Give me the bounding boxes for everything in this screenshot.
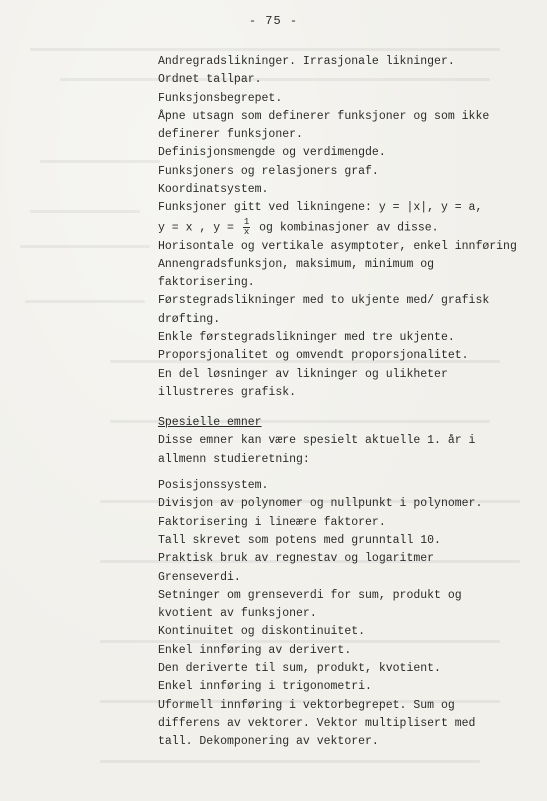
topic-line: Setninger om grenseverdi for sum, produkt og (158, 588, 462, 602)
topic-line: kvotient av funksjoner. (158, 607, 317, 621)
topic-line: Proporsjonalitet og omvendt proporsjonalitet. (158, 349, 469, 363)
topic-line: Faktorisering i lineære faktorer. (158, 515, 386, 529)
topic-line: Enkle førstegradslikninger med tre ukjente. (158, 330, 455, 344)
fraction-numerator: 1 (243, 216, 250, 227)
topic-line: Funksjonsbegrepet. (158, 91, 283, 105)
text-content (158, 53, 538, 752)
topic-line: drøfting. (158, 312, 221, 326)
topic-line: illustreres grafisk. (158, 385, 297, 399)
functions-equation-line: Funksjoner gitt ved likningene: y = |x|, y = a, (158, 201, 483, 215)
topic-line: Uformell innføring i vektorbegrepet. Sum og (158, 698, 455, 712)
topic-line: Annengradsfunksjon, maksimum, minimum og (158, 257, 435, 271)
topic-line: Funksjoners og relasjoners graf. (158, 164, 379, 178)
topic-line: Førstegradslikninger med to ukjente med/ grafisk (158, 294, 490, 308)
topic-line: En del løsninger av likninger og ulikheter (158, 367, 448, 381)
topic-line: Grenseverdi. (158, 570, 241, 584)
page-number: - 75 - (248, 14, 299, 28)
topic-line: Definisjonsmengde og verdimengde. (158, 146, 386, 160)
topic-line: Koordinatsystem. (158, 183, 269, 197)
topic-list-general (158, 53, 538, 402)
topic-line: Praktisk bruk av regnestav og logaritmer (158, 552, 435, 566)
section-intro-line: Disse emner kan være spesielt aktuelle 1. år i (158, 434, 476, 448)
special-topics-section (158, 414, 538, 751)
topic-line: Horisontale og vertikale asymptoter, enkel innføring (158, 239, 517, 253)
topic-line: Divisjon av polynomer og nullpunkt i polynomer. (158, 497, 483, 511)
fraction-denominator: x (243, 226, 250, 237)
equation-prefix: y = x , y = (158, 221, 241, 235)
topic-line: Tall skrevet som potens med grunntall 10. (158, 533, 441, 547)
topic-line: Den deriverte til sum, produkt, kvotient. (158, 662, 441, 676)
topic-line: definerer funksjoner. (158, 128, 303, 142)
topic-line: Andregradslikninger. Irrasjonale likninger. (158, 55, 455, 68)
section-gap (158, 402, 538, 414)
fraction-one-over-x (243, 218, 250, 237)
topic-line: Åpne utsagn som definerer funksjoner og som ikke (158, 109, 490, 123)
topic-line: faktorisering. (158, 276, 255, 290)
section-gap (158, 469, 538, 477)
topic-line: Posisjonssystem. (158, 479, 269, 493)
topic-line: Enkel innføring i trigonometri. (158, 680, 372, 694)
equation-suffix: og kombinasjoner av disse. (252, 221, 439, 235)
topic-line: Enkel innføring av derivert. (158, 643, 352, 657)
topic-line: Kontinuitet og diskontinuitet. (158, 625, 366, 639)
topic-line: Ordnet tallpar. (158, 73, 262, 87)
functions-equation-line-2 (158, 218, 538, 238)
section-heading: Spesielle emner (158, 416, 262, 430)
section-intro-line: allmenn studieretning: (158, 452, 310, 466)
topic-line: differens av vektorer. Vektor multiplisert med (158, 716, 476, 730)
topic-line: tall. Dekomponering av vektorer. (158, 735, 379, 749)
